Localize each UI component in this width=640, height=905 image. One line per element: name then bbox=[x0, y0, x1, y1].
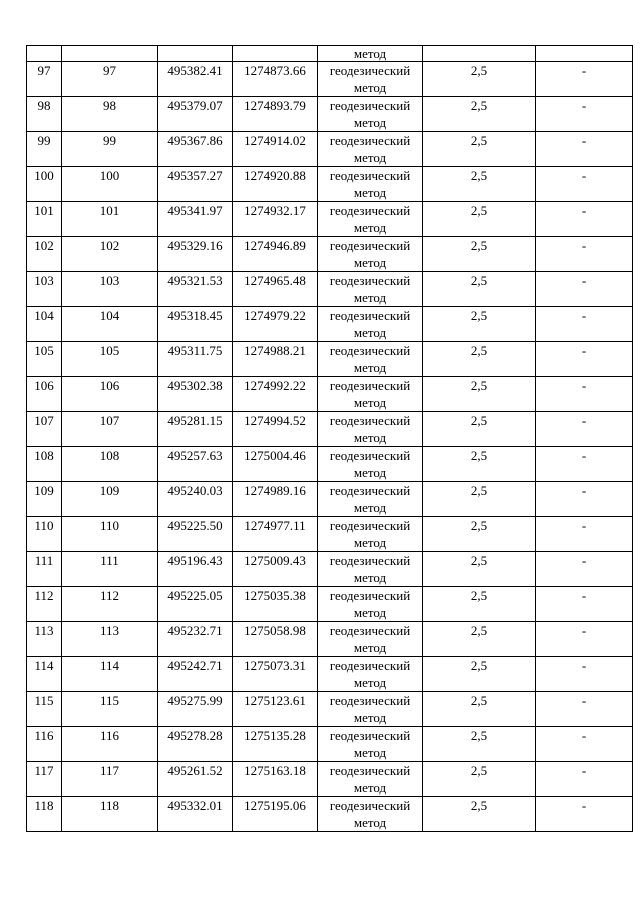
cell-point: 118 bbox=[62, 797, 158, 832]
method-line-2: метод bbox=[353, 535, 387, 550]
method-line-2: метод bbox=[353, 465, 387, 480]
method-line-2: метод bbox=[353, 185, 387, 200]
cell-method bbox=[318, 482, 423, 517]
method-line-1: геодезический bbox=[329, 553, 411, 568]
table-row bbox=[27, 167, 633, 202]
cell-point: 110 bbox=[62, 517, 158, 552]
cell-method: метод bbox=[318, 46, 423, 62]
method-line-1: геодезический bbox=[329, 133, 411, 148]
cell-point: 113 bbox=[62, 622, 158, 657]
table-row bbox=[27, 342, 633, 377]
method-line-2: метод bbox=[353, 570, 387, 585]
cell-y: 1274979.22 bbox=[233, 307, 318, 342]
cell-x: 495357.27 bbox=[158, 167, 233, 202]
cell-method bbox=[318, 692, 423, 727]
cell-note: - bbox=[536, 622, 633, 657]
cell-number: 106 bbox=[27, 377, 62, 412]
cell-x bbox=[158, 46, 233, 62]
method-line-1: геодезический bbox=[329, 98, 411, 113]
cell-method bbox=[318, 97, 423, 132]
method-line-1: геодезический bbox=[329, 203, 411, 218]
cell-number: 107 bbox=[27, 412, 62, 447]
cell-point: 99 bbox=[62, 132, 158, 167]
cell-method bbox=[318, 342, 423, 377]
cell-point bbox=[62, 46, 158, 62]
cell-accuracy: 2,5 bbox=[423, 552, 536, 587]
table-row bbox=[27, 692, 633, 727]
method-line-2: метод bbox=[353, 360, 387, 375]
cell-note bbox=[536, 46, 633, 62]
cell-y: 1275123.61 bbox=[233, 692, 318, 727]
cell-point: 101 bbox=[62, 202, 158, 237]
cell-number: 110 bbox=[27, 517, 62, 552]
cell-note: - bbox=[536, 797, 633, 832]
method-line-2: метод bbox=[353, 430, 387, 445]
cell-accuracy: 2,5 bbox=[423, 237, 536, 272]
cell-note: - bbox=[536, 657, 633, 692]
cell-method bbox=[318, 587, 423, 622]
table-row bbox=[27, 412, 633, 447]
method-line-2: метод bbox=[353, 395, 387, 410]
cell-point: 104 bbox=[62, 307, 158, 342]
method-line-2: метод bbox=[353, 710, 387, 725]
cell-method bbox=[318, 62, 423, 97]
method-line-2: метод bbox=[353, 780, 387, 795]
cell-note: - bbox=[536, 517, 633, 552]
cell-point: 108 bbox=[62, 447, 158, 482]
cell-method bbox=[318, 552, 423, 587]
cell-point: 116 bbox=[62, 727, 158, 762]
cell-method bbox=[318, 762, 423, 797]
cell-accuracy: 2,5 bbox=[423, 727, 536, 762]
cell-accuracy: 2,5 bbox=[423, 97, 536, 132]
method-line-2: метод bbox=[353, 605, 387, 620]
method-line-2: метод bbox=[353, 500, 387, 515]
cell-number: 102 bbox=[27, 237, 62, 272]
method-line-1: геодезический bbox=[329, 483, 411, 498]
table-row bbox=[27, 97, 633, 132]
cell-y: 1275195.06 bbox=[233, 797, 318, 832]
cell-note: - bbox=[536, 62, 633, 97]
cell-method bbox=[318, 517, 423, 552]
cell-number: 114 bbox=[27, 657, 62, 692]
cell-note: - bbox=[536, 447, 633, 482]
cell-y bbox=[233, 46, 318, 62]
cell-accuracy: 2,5 bbox=[423, 482, 536, 517]
cell-point: 105 bbox=[62, 342, 158, 377]
cell-number: 118 bbox=[27, 797, 62, 832]
cell-x: 495242.71 bbox=[158, 657, 233, 692]
cell-y: 1274994.52 bbox=[233, 412, 318, 447]
table-row bbox=[27, 587, 633, 622]
method-line-1: геодезический bbox=[329, 658, 411, 673]
cell-number: 108 bbox=[27, 447, 62, 482]
table-row bbox=[27, 762, 633, 797]
method-line-1: геодезический bbox=[329, 168, 411, 183]
method-line-2: метод bbox=[353, 290, 387, 305]
cell-note: - bbox=[536, 342, 633, 377]
cell-y: 1275004.46 bbox=[233, 447, 318, 482]
cell-point: 112 bbox=[62, 587, 158, 622]
cell-accuracy bbox=[423, 46, 536, 62]
table-row bbox=[27, 62, 633, 97]
table-row bbox=[27, 307, 633, 342]
cell-note: - bbox=[536, 167, 633, 202]
cell-accuracy: 2,5 bbox=[423, 307, 536, 342]
cell-number: 117 bbox=[27, 762, 62, 797]
cell-number: 113 bbox=[27, 622, 62, 657]
coordinates-table bbox=[26, 45, 633, 832]
cell-x: 495225.05 bbox=[158, 587, 233, 622]
cell-method bbox=[318, 272, 423, 307]
cell-accuracy: 2,5 bbox=[423, 797, 536, 832]
method-line-2: метод bbox=[353, 815, 387, 830]
method-line-1: геодезический bbox=[329, 308, 411, 323]
cell-x: 495240.03 bbox=[158, 482, 233, 517]
cell-number: 104 bbox=[27, 307, 62, 342]
cell-number bbox=[27, 46, 62, 62]
cell-accuracy: 2,5 bbox=[423, 202, 536, 237]
cell-y: 1274989.16 bbox=[233, 482, 318, 517]
table-row bbox=[27, 727, 633, 762]
method-line-1: геодезический bbox=[329, 728, 411, 743]
cell-number: 101 bbox=[27, 202, 62, 237]
cell-x: 495225.50 bbox=[158, 517, 233, 552]
cell-accuracy: 2,5 bbox=[423, 62, 536, 97]
cell-y: 1274873.66 bbox=[233, 62, 318, 97]
cell-method bbox=[318, 797, 423, 832]
cell-accuracy: 2,5 bbox=[423, 377, 536, 412]
cell-x: 495341.97 bbox=[158, 202, 233, 237]
method-line-1: геодезический bbox=[329, 448, 411, 463]
cell-point: 115 bbox=[62, 692, 158, 727]
method-line-1: геодезический bbox=[329, 693, 411, 708]
cell-point: 97 bbox=[62, 62, 158, 97]
cell-note: - bbox=[536, 97, 633, 132]
cell-accuracy: 2,5 bbox=[423, 272, 536, 307]
method-line-2: метод bbox=[353, 80, 387, 95]
cell-method bbox=[318, 202, 423, 237]
method-line-2: метод bbox=[353, 640, 387, 655]
table-row bbox=[27, 237, 633, 272]
cell-point: 114 bbox=[62, 657, 158, 692]
table-row bbox=[27, 797, 633, 832]
table-row bbox=[27, 447, 633, 482]
cell-note: - bbox=[536, 377, 633, 412]
cell-x: 495275.99 bbox=[158, 692, 233, 727]
table-row bbox=[27, 657, 633, 692]
cell-number: 98 bbox=[27, 97, 62, 132]
cell-x: 495311.75 bbox=[158, 342, 233, 377]
method-line-1: геодезический bbox=[329, 798, 411, 813]
cell-accuracy: 2,5 bbox=[423, 622, 536, 657]
method-line-2: метод bbox=[353, 115, 387, 130]
cell-note: - bbox=[536, 587, 633, 622]
cell-accuracy: 2,5 bbox=[423, 342, 536, 377]
table-row bbox=[27, 377, 633, 412]
cell-accuracy: 2,5 bbox=[423, 692, 536, 727]
table-row bbox=[27, 517, 633, 552]
method-line-2: метод bbox=[353, 745, 387, 760]
cell-x: 495261.52 bbox=[158, 762, 233, 797]
cell-y: 1274946.89 bbox=[233, 237, 318, 272]
cell-y: 1275073.31 bbox=[233, 657, 318, 692]
cell-accuracy: 2,5 bbox=[423, 132, 536, 167]
method-line-1: геодезический bbox=[329, 238, 411, 253]
cell-note: - bbox=[536, 762, 633, 797]
cell-point: 109 bbox=[62, 482, 158, 517]
cell-number: 103 bbox=[27, 272, 62, 307]
cell-number: 100 bbox=[27, 167, 62, 202]
cell-x: 495379.07 bbox=[158, 97, 233, 132]
cell-number: 115 bbox=[27, 692, 62, 727]
cell-y: 1275135.28 bbox=[233, 727, 318, 762]
cell-number: 116 bbox=[27, 727, 62, 762]
cell-number: 105 bbox=[27, 342, 62, 377]
continuation-row bbox=[27, 46, 633, 62]
cell-number: 99 bbox=[27, 132, 62, 167]
cell-x: 495318.45 bbox=[158, 307, 233, 342]
cell-x: 495196.43 bbox=[158, 552, 233, 587]
cell-y: 1274893.79 bbox=[233, 97, 318, 132]
cell-note: - bbox=[536, 132, 633, 167]
method-line-1: геодезический bbox=[329, 343, 411, 358]
cell-y: 1275009.43 bbox=[233, 552, 318, 587]
table-row bbox=[27, 622, 633, 657]
cell-x: 495367.86 bbox=[158, 132, 233, 167]
cell-accuracy: 2,5 bbox=[423, 762, 536, 797]
cell-note: - bbox=[536, 482, 633, 517]
cell-x: 495382.41 bbox=[158, 62, 233, 97]
coordinates-table-container bbox=[26, 45, 625, 832]
method-line-2: метод bbox=[353, 675, 387, 690]
cell-y: 1274914.02 bbox=[233, 132, 318, 167]
cell-note: - bbox=[536, 202, 633, 237]
cell-accuracy: 2,5 bbox=[423, 167, 536, 202]
method-line-1: геодезический bbox=[329, 623, 411, 638]
method-line-2: метод bbox=[353, 255, 387, 270]
cell-note: - bbox=[536, 272, 633, 307]
cell-note: - bbox=[536, 692, 633, 727]
cell-point: 107 bbox=[62, 412, 158, 447]
table-row bbox=[27, 552, 633, 587]
cell-method bbox=[318, 167, 423, 202]
cell-y: 1274977.11 bbox=[233, 517, 318, 552]
method-line-1: геодезический bbox=[329, 763, 411, 778]
cell-method bbox=[318, 727, 423, 762]
cell-accuracy: 2,5 bbox=[423, 412, 536, 447]
cell-x: 495302.38 bbox=[158, 377, 233, 412]
cell-point: 106 bbox=[62, 377, 158, 412]
cell-y: 1274920.88 bbox=[233, 167, 318, 202]
cell-method bbox=[318, 657, 423, 692]
cell-point: 117 bbox=[62, 762, 158, 797]
cell-y: 1274965.48 bbox=[233, 272, 318, 307]
cell-method bbox=[318, 132, 423, 167]
cell-x: 495329.16 bbox=[158, 237, 233, 272]
cell-y: 1274992.22 bbox=[233, 377, 318, 412]
cell-number: 97 bbox=[27, 62, 62, 97]
cell-x: 495257.63 bbox=[158, 447, 233, 482]
method-line-1: геодезический bbox=[329, 63, 411, 78]
cell-accuracy: 2,5 bbox=[423, 657, 536, 692]
cell-y: 1275035.38 bbox=[233, 587, 318, 622]
cell-method bbox=[318, 377, 423, 412]
cell-y: 1274988.21 bbox=[233, 342, 318, 377]
cell-method bbox=[318, 622, 423, 657]
cell-point: 100 bbox=[62, 167, 158, 202]
cell-accuracy: 2,5 bbox=[423, 587, 536, 622]
cell-number: 111 bbox=[27, 552, 62, 587]
cell-note: - bbox=[536, 552, 633, 587]
cell-note: - bbox=[536, 727, 633, 762]
method-line-1: геодезический bbox=[329, 378, 411, 393]
method-line-1: геодезический bbox=[329, 273, 411, 288]
cell-note: - bbox=[536, 237, 633, 272]
method-line-2: метод bbox=[353, 325, 387, 340]
cell-x: 495321.53 bbox=[158, 272, 233, 307]
cell-number: 109 bbox=[27, 482, 62, 517]
cell-y: 1274932.17 bbox=[233, 202, 318, 237]
method-line-1: геодезический bbox=[329, 413, 411, 428]
cell-point: 111 bbox=[62, 552, 158, 587]
cell-x: 495332.01 bbox=[158, 797, 233, 832]
table-row bbox=[27, 482, 633, 517]
cell-x: 495278.28 bbox=[158, 727, 233, 762]
cell-method bbox=[318, 412, 423, 447]
table-row bbox=[27, 132, 633, 167]
cell-point: 102 bbox=[62, 237, 158, 272]
method-line-1: геодезический bbox=[329, 518, 411, 533]
cell-accuracy: 2,5 bbox=[423, 517, 536, 552]
cell-note: - bbox=[536, 412, 633, 447]
cell-point: 98 bbox=[62, 97, 158, 132]
cell-method bbox=[318, 447, 423, 482]
table-row bbox=[27, 272, 633, 307]
cell-number: 112 bbox=[27, 587, 62, 622]
cell-x: 495281.15 bbox=[158, 412, 233, 447]
cell-x: 495232.71 bbox=[158, 622, 233, 657]
cell-point: 103 bbox=[62, 272, 158, 307]
method-line-1: геодезический bbox=[329, 588, 411, 603]
cell-method bbox=[318, 237, 423, 272]
method-line-2: метод bbox=[353, 150, 387, 165]
cell-note: - bbox=[536, 307, 633, 342]
method-line-2: метод bbox=[353, 220, 387, 235]
cell-y: 1275163.18 bbox=[233, 762, 318, 797]
cell-accuracy: 2,5 bbox=[423, 447, 536, 482]
cell-y: 1275058.98 bbox=[233, 622, 318, 657]
cell-method bbox=[318, 307, 423, 342]
table-row bbox=[27, 202, 633, 237]
